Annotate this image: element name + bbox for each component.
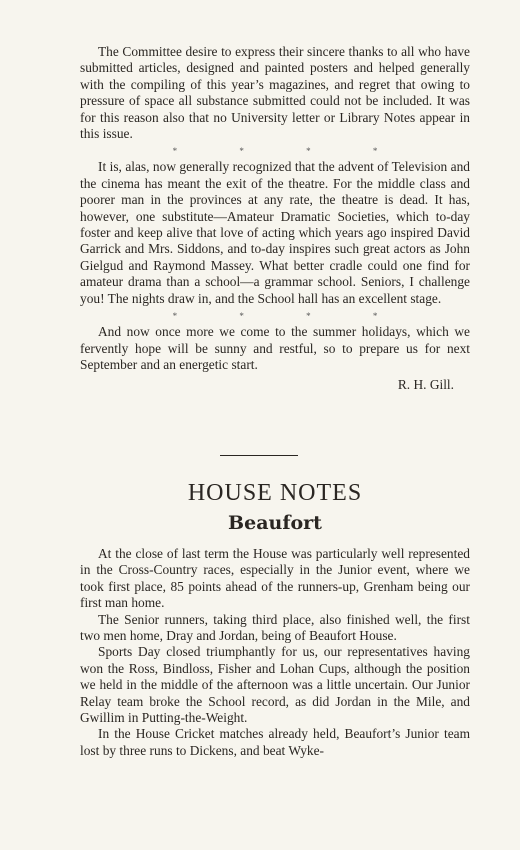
house-notes-title: HOUSE NOTES [187,480,363,506]
house-notes-paragraph-1: At the close of last term the House was particularly well represented in the Cross-Country races, especially in the Junior event, where we took first place, 85 points ahead of the runners-up, Grenham being our first man home. [80,546,470,611]
editorial-paragraph-3: And now once more we come to the summer holidays, which we fervently hope will be sunny and restful, so to prepare us for next September and an energetic start. [80,324,470,372]
house-notes-paragraph-2: The Senior runners, taking third place, also finished well, the first two men home, Dray and Jordan, being of Beaufort House. [80,611,470,644]
section-separator: * * * * [172,311,408,322]
author-signature: R. H. Gill. [397,377,454,393]
house-notes-paragraph-3: Sports Day closed triumphantly for us, our representatives having won the Ross, Bindloss, Fisher and Lohan Cups, although the position we held in the middle of the afternoon was a little uncertain. Our Junior Relay team broke the School record, as did Jordan in the Mile, and Gwillim in Putting-the-Weight. [80,644,470,726]
divider-rule [220,455,298,456]
editorial-paragraph-2: It is, alas, now generally recognized that the advent of Television and the cinema has meant the exit of the theatre. For the middle class and poorer man in the provinces at any rate, the theatre is dead. It has, however, one substitute—Amateur Dramatic Societies, which to-day foster and keep alive that love of acting which years ago inspired David Garrick and Mrs. Siddons, and to-day inspires such great actors as John Gielgud and Raymond Massey. What better cradle could one find for amateur drama than a school—a grammar school. Seniors, I challenge you! The nights draw in, and the School hall has an excellent stage. [80,159,470,306]
house-name-heading: Beaufort [228,512,322,534]
editorial-paragraph-1: The Committee desire to express their sincere thanks to all who have submitted articles, designed and painted posters and helped generally with the compiling of this year’s magazines, and regret that owing to pressure of space all substance submitted could not be included. It was for this reason also that no University letter or Library Notes appear in this issue. [80,44,470,142]
house-notes-body [80,546,470,759]
section-separator: * * * * [172,146,408,157]
house-notes-paragraph-4: In the House Cricket matches already held, Beaufort’s Junior team lost by three runs to Dickens, and beat Wyke- [80,726,470,758]
editorial-section [80,44,470,394]
